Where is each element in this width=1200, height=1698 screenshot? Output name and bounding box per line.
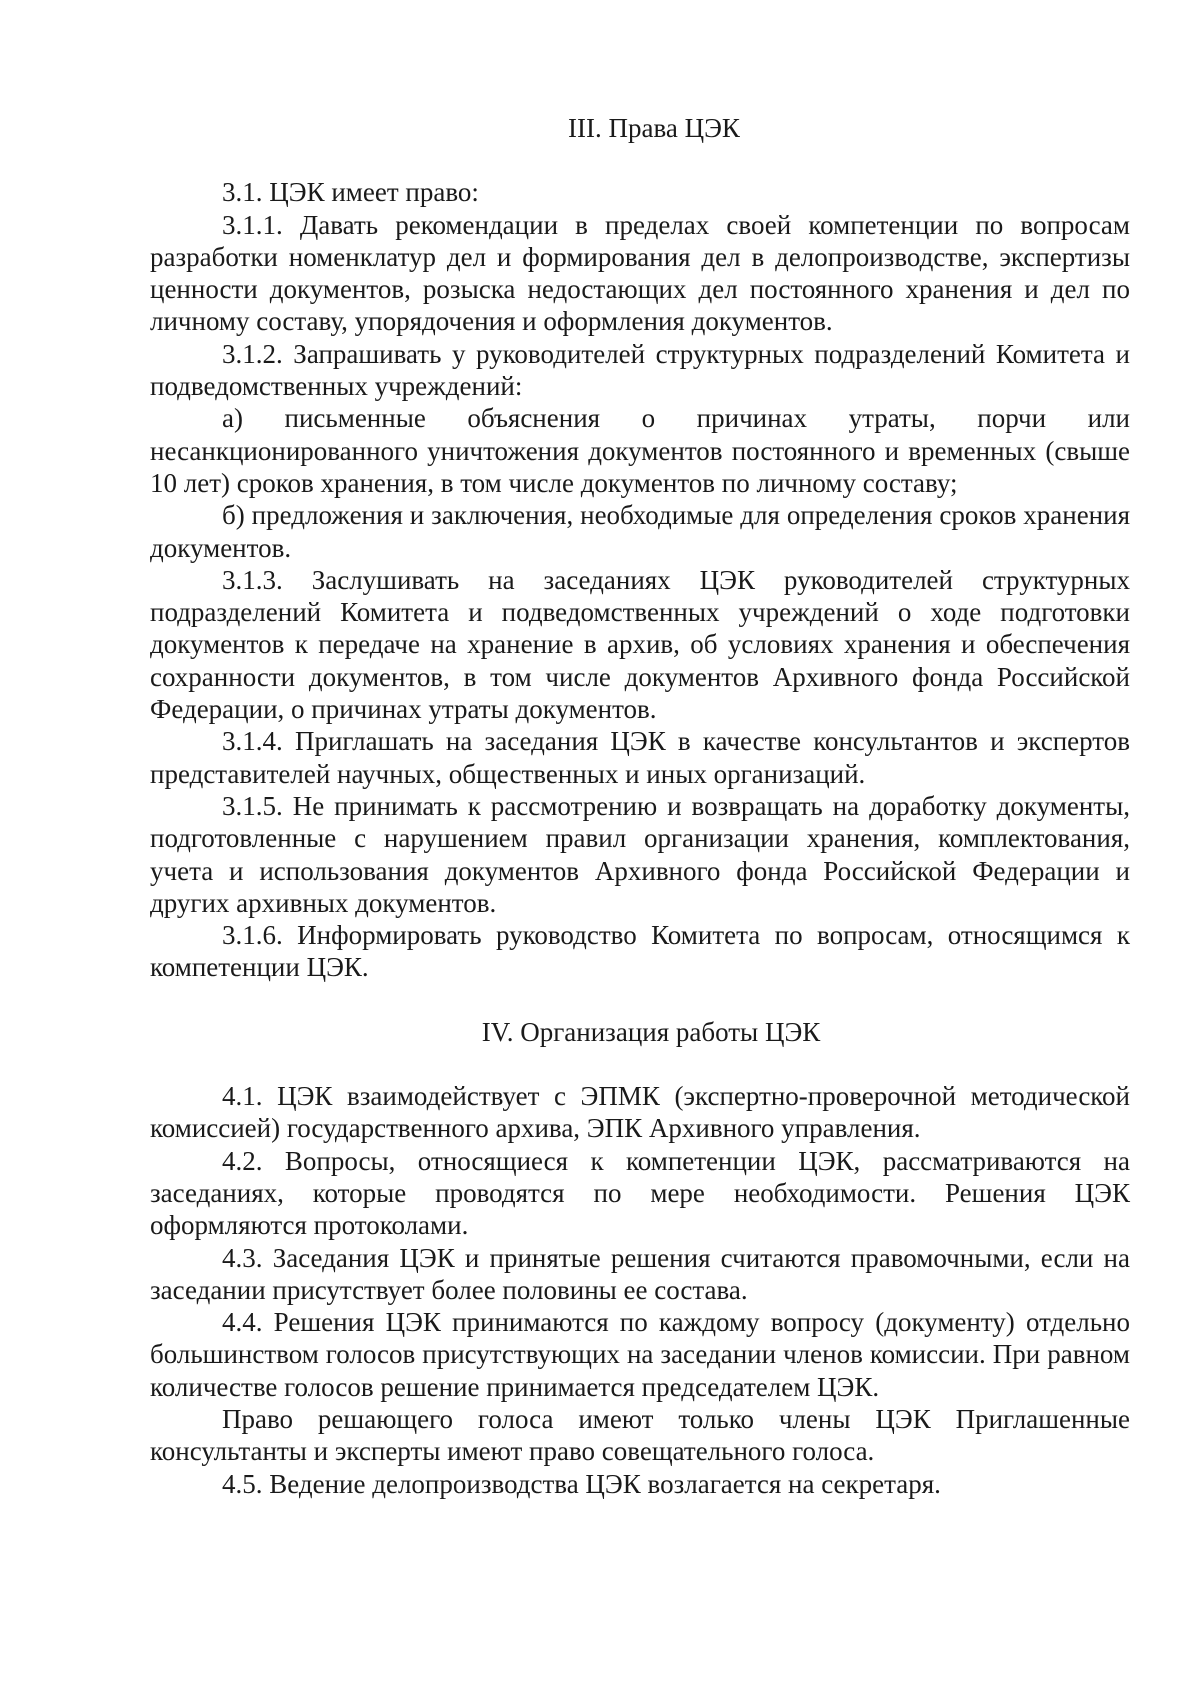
paragraph-3-1-5: 3.1.5. Не принимать к рассмотрению и возвращать на доработку документы, подготовленные с нарушением правил организации хранения, комплектования, учета и использования документов Архивного фонда Российской Федерации и других архивных документов. bbox=[150, 790, 1130, 918]
document-body bbox=[150, 112, 1130, 1500]
section-3-title: III. Права ЦЭК bbox=[568, 113, 740, 143]
paragraph-4-4-note: Право решающего голоса имеют только члены ЦЭК Приглашенные консультанты и эксперты имеют право совещательного голоса. bbox=[150, 1403, 1130, 1467]
paragraph-3-1-2-b: б) предложения и заключения, необходимые для определения сроков хранения документов. bbox=[150, 500, 1130, 563]
section-4-title: IV. Организация работы ЦЭК bbox=[481, 1016, 821, 1047]
paragraph-3-1-2: 3.1.2. Запрашивать у руководителей структурных подразделений Комитета и подведомственных учреждений: bbox=[150, 338, 1130, 402]
paragraph-3-1-4: 3.1.4. Приглашать на заседания ЦЭК в качестве консультантов и экспертов представителей научных, общественных и иных организаций. bbox=[150, 726, 1130, 789]
paragraph-4-4: 4.4. Решения ЦЭК принимаются по каждому вопросу (документу) отдельно большинством голосов присутствующих на заседании членов комиссии. При равном количестве голосов решение принимается председателем ЦЭК. bbox=[150, 1307, 1130, 1402]
paragraph-3-1-2-a: а) письменные объяснения о причинах утраты, порчи или несанкционированного уничтожения документов постоянного и временных (свыше 10 лет) сроков хранения, в том числе документов по личному составу; bbox=[150, 403, 1130, 498]
paragraph-3-1-3: 3.1.3. Заслушивать на заседаниях ЦЭК руководителей структурных подразделений Комитета и подведомственных учреждений о ходе подготовки документов к передаче на хранение в архив, об условиях хранения и обеспечения сохранности документов, в том числе документов Архивного фонда Российской Федерации, о причинах утраты документов. bbox=[150, 564, 1130, 725]
paragraph-3-1-1: 3.1.1. Давать рекомендации в пределах своей компетенции по вопросам разработки номенклатур дел и формирования дел в делопроизводстве, экспертизы ценности документов, розыска недостающих дел постоянного хранения и дел по личному составу, упорядочения и оформления документов. bbox=[150, 209, 1130, 337]
paragraph-4-1: 4.1. ЦЭК взаимодействует с ЭПМК (экспертно-проверочной методической комиссией) государственного архива, ЭПК Архивного управления. bbox=[150, 1081, 1130, 1144]
paragraph-3-1-6: 3.1.6. Информировать руководство Комитета по вопросам, относящимся к компетенции ЦЭК. bbox=[150, 920, 1130, 983]
paragraph-4-3: 4.3. Заседания ЦЭК и принятые решения считаются правомочными, если на заседании присутствует более половины ее состава. bbox=[150, 1242, 1130, 1305]
paragraph-3-1: 3.1. ЦЭК имеет право: bbox=[222, 177, 479, 208]
paragraph-4-2: 4.2. Вопросы, относящиеся к компетенции ЦЭК, рассматриваются на заседаниях, которые проводятся по мере необходимости. Решения ЦЭК оформляются протоколами. bbox=[150, 1145, 1130, 1241]
paragraph-4-5: 4.5. Ведение делопроизводства ЦЭК возлагается на секретаря. bbox=[222, 1468, 941, 1499]
